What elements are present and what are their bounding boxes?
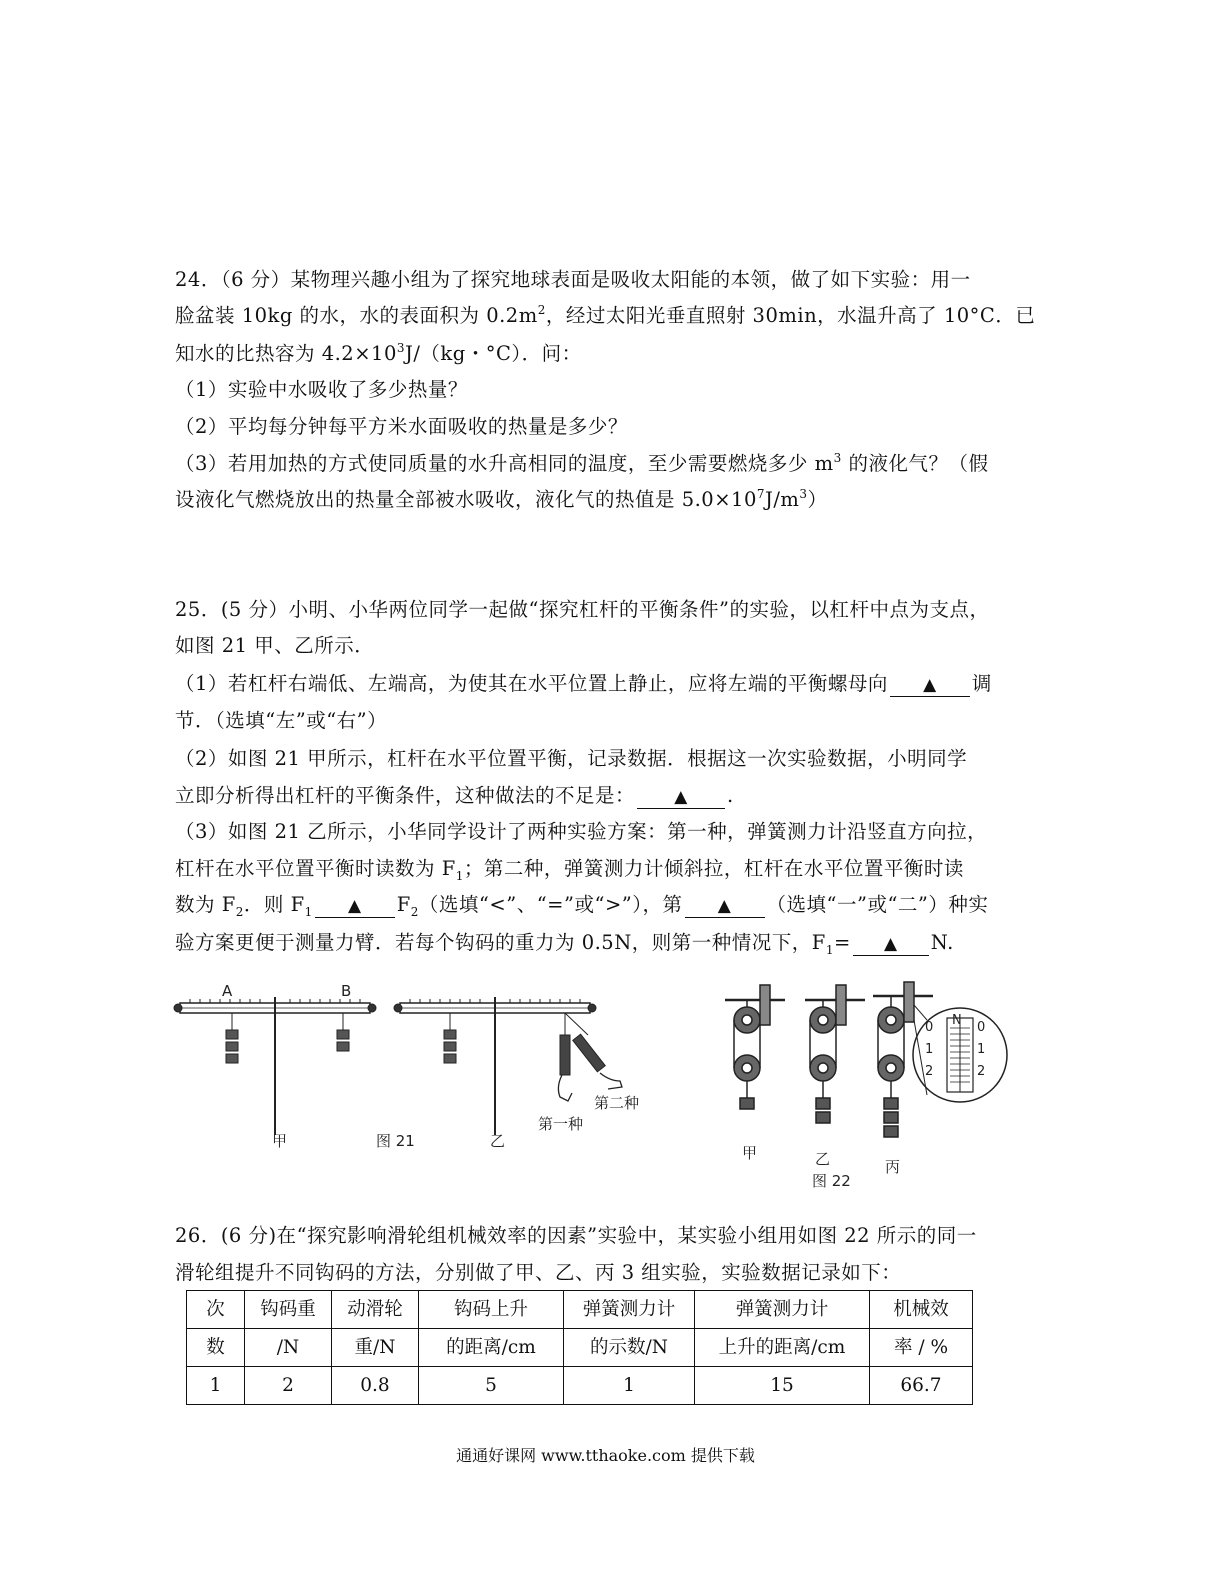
q25-part-2-cont: 立即分析得出杠杆的平衡条件，这种做法的不足是： ▲ . xyxy=(175,784,734,807)
answer-blank-5[interactable]: ▲ xyxy=(853,932,929,956)
label-fig21-jia: 甲 xyxy=(272,1132,288,1150)
header-cell: 数 xyxy=(187,1329,245,1367)
label-A: A xyxy=(222,982,233,1000)
label-second-method: 第二种 xyxy=(594,1094,640,1112)
header-cell: 弹簧测力计 xyxy=(564,1291,695,1329)
q24-line-1: 24．（6 分）某物理兴趣小组为了探究地球表面是吸收太阳能的本领，做了如下实验：用一 xyxy=(175,268,971,291)
label-first-method: 第一种 xyxy=(538,1115,584,1133)
q25-part-3-l3: 数为 $F_2$．则 $F_1$ ▲ $F_2$（选填“<”、“=”或“>”），第 ▲ （选填“一”或“二”）种实 xyxy=(175,893,989,919)
scale-1-left: 1 xyxy=(925,1042,934,1057)
header-cell: 率 / % xyxy=(870,1329,973,1367)
table-row xyxy=(187,1367,973,1405)
header-cell: 钩码上升 xyxy=(419,1291,564,1329)
q25-line-1: 25．(5 分）小明、小华两位同学一起做“探究杠杆的平衡条件”的实验，以杠杆中点为支点， xyxy=(175,598,990,621)
header-cell: 动滑轮 xyxy=(332,1291,419,1329)
table-cell: 5 xyxy=(419,1367,564,1405)
page-footer: 通通好课网 www.tthaoke.com 提供下载 xyxy=(456,1446,755,1465)
q24-line-3: 知水的比热容为 $4.2\times 10^3J/(kg$・°C）．问： xyxy=(175,341,582,365)
header-cell: 的距离/cm xyxy=(419,1329,564,1367)
header-cell: 的示数/N xyxy=(564,1329,695,1367)
table-cell: 15 xyxy=(695,1367,870,1405)
table-header-row-2 xyxy=(187,1329,973,1367)
q25-part-1: （1）若杠杆右端低、左端高，为使其在水平位置上静止，应将左端的平衡螺母向 ▲ 调 xyxy=(175,672,992,695)
q24-part-2: （2）平均每分钟每平方米水面吸收的热量是多少？ xyxy=(175,415,628,438)
q24-part-1: （1）实验中水吸收了多少热量？ xyxy=(175,378,468,401)
scale-1-right: 1 xyxy=(977,1042,986,1057)
scale-2-right: 2 xyxy=(977,1064,986,1079)
header-cell: 次 xyxy=(187,1291,245,1329)
q26-line-2: 滑轮组提升不同钩码的方法，分别做了甲、乙、丙 3 组实验，实验数据记录如下： xyxy=(175,1261,902,1284)
label-fig21-yi: 乙 xyxy=(490,1132,506,1150)
q25-part-3: （3）如图 21 乙所示，小华同学设计了两种实验方案：第一种，弹簧测力计沿竖直方向拉， xyxy=(175,820,988,843)
scale-0-right: 0 xyxy=(977,1020,986,1035)
answer-blank-3[interactable]: ▲ xyxy=(315,894,395,918)
q25-part-3-l2: 杠杆在水平位置平衡时读数为 $F_1$；第二种，弹簧测力计倾斜拉，杠杆在水平位置平衡时读 xyxy=(175,857,964,883)
q25-part-1-cont: 节．（选填“左”或“右”） xyxy=(175,709,388,732)
answer-blank-2[interactable]: ▲ xyxy=(637,785,725,809)
scale-unit: N xyxy=(952,1013,962,1028)
label-fig22-yi: 乙 xyxy=(815,1150,831,1168)
label-B: B xyxy=(341,982,352,1000)
lever-yi xyxy=(394,997,622,1135)
label-fig22-jia: 甲 xyxy=(742,1144,758,1162)
header-cell: 上升的距离/cm xyxy=(695,1329,870,1367)
table-cell: 2 xyxy=(245,1367,332,1405)
lever-jia xyxy=(174,997,376,1135)
q24-part-3: （3）若用加热的方式使同质量的水升高相同的温度，至少需要燃烧多少 $m^3$ 的液化气？（假 xyxy=(175,451,989,475)
q25-line-2: 如图 21 甲、乙所示． xyxy=(175,634,375,657)
q24-part-3-cont: 设液化气燃烧放出的热量全部被水吸收，液化气的热值是 $5.0\times 10^7J/m^3$） xyxy=(175,487,828,511)
q24-line-2: 脸盆装 10kg 的水，水的表面积为 $0.2m^2$，经过太阳光垂直照射 30min，水温升高了 10°C．已 xyxy=(175,303,1036,327)
figure-21-levers xyxy=(170,975,670,1160)
label-fig22-bing: 丙 xyxy=(885,1158,901,1176)
figure-21-caption: 图 21 xyxy=(376,1132,415,1150)
answer-blank-1[interactable]: ▲ xyxy=(890,673,970,697)
header-cell: 弹簧测力计 xyxy=(695,1291,870,1329)
table-cell: 66.7 xyxy=(870,1367,973,1405)
header-cell: 钩码重 xyxy=(245,1291,332,1329)
figure-22-caption: 图 22 xyxy=(812,1172,851,1190)
table-cell: 1 xyxy=(187,1367,245,1405)
header-cell: 机械效 xyxy=(870,1291,973,1329)
answer-blank-4[interactable]: ▲ xyxy=(685,894,765,918)
q25-part-2: （2）如图 21 甲所示，杠杆在水平位置平衡，记录数据．根据这一次实验数据，小明同学 xyxy=(175,747,968,770)
scale-0-left: 0 xyxy=(925,1020,934,1035)
data-table xyxy=(186,1290,973,1405)
q26-line-1: 26．(6 分)在“探究影响滑轮组机械效率的因素”实验中，某实验小组用如图 22 所示的同一 xyxy=(175,1224,977,1247)
table-cell: 1 xyxy=(564,1367,695,1405)
header-cell: /N xyxy=(245,1329,332,1367)
header-cell: 重/N xyxy=(332,1329,419,1367)
scale-2-left: 2 xyxy=(925,1064,934,1079)
table-cell: 0.8 xyxy=(332,1367,419,1405)
q25-part-3-l4: 验方案更便于测量力臂．若每个钩码的重力为 0.5N，则第一种情况下，$F_1=$ ▲ N. xyxy=(175,931,954,957)
table-header-row-1 xyxy=(187,1291,973,1329)
